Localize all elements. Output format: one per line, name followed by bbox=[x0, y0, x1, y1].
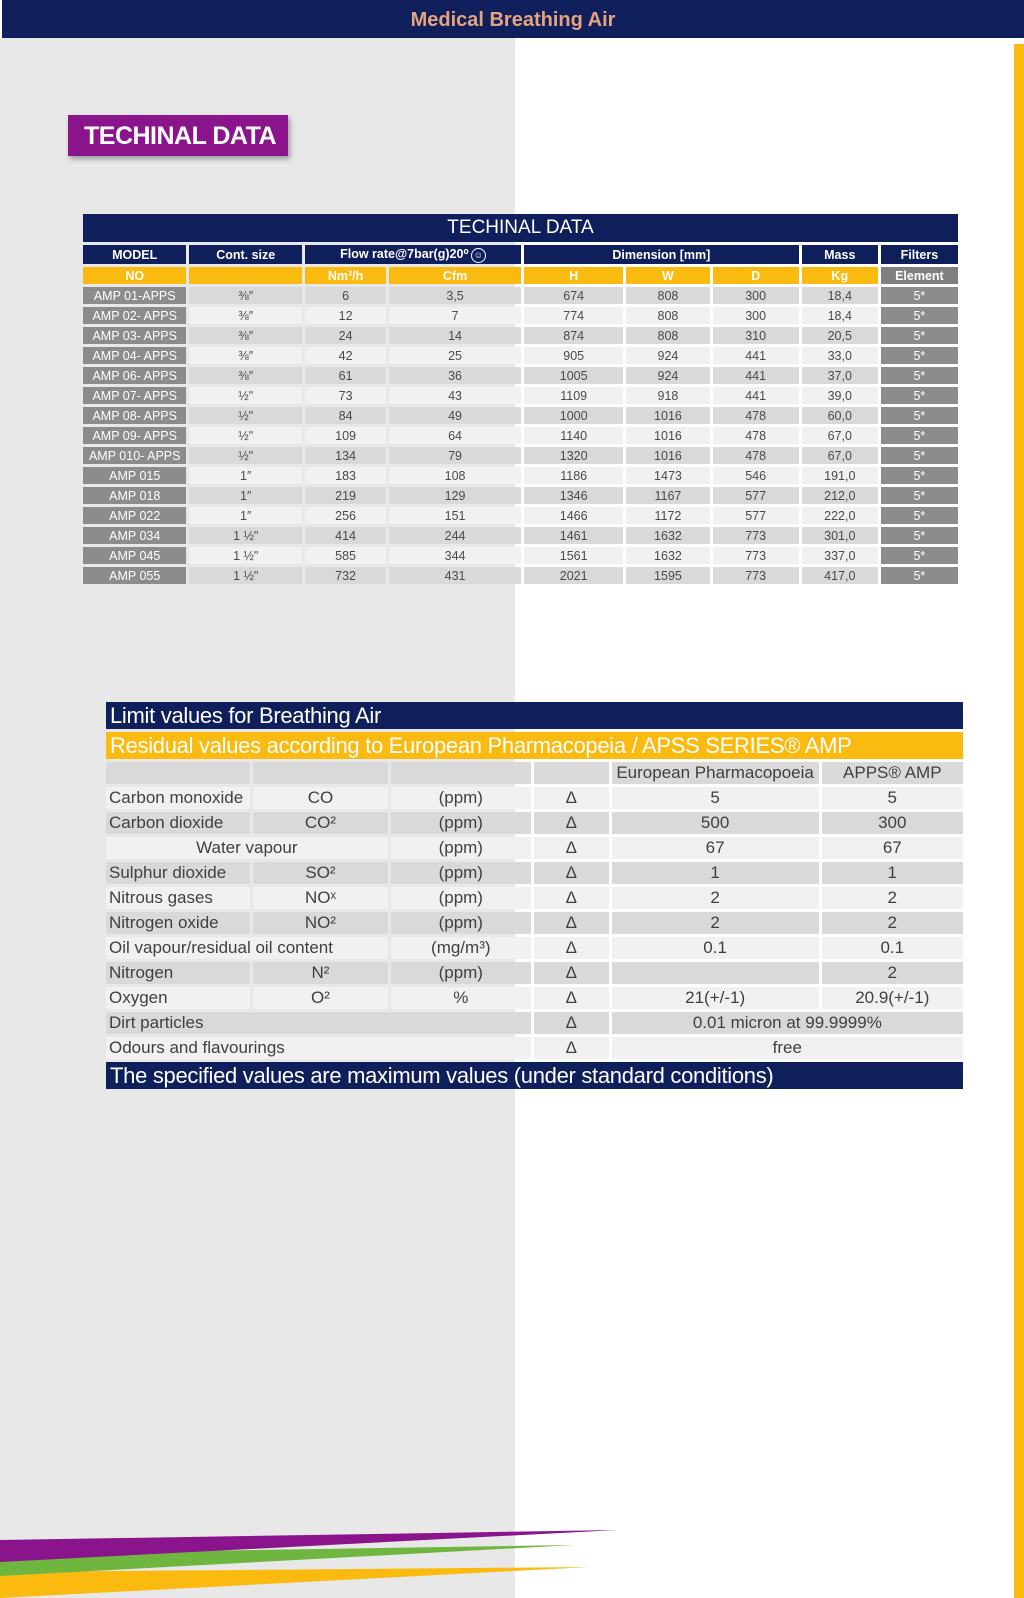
cell-dim-h: 1000 bbox=[524, 407, 623, 424]
cell-flow-nm3h: 61 bbox=[305, 367, 386, 384]
cell-delta: Δ bbox=[534, 987, 609, 1009]
cell-dim-d: 300 bbox=[713, 287, 799, 304]
cell-dim-w: 1172 bbox=[626, 507, 709, 524]
cell-mass-kg: 20,5 bbox=[802, 327, 878, 344]
cell-flow-cfm: 79 bbox=[389, 447, 521, 464]
limit-row bbox=[106, 862, 963, 884]
limit-row bbox=[106, 887, 963, 909]
cell-formula: CO bbox=[253, 787, 387, 809]
cell-parameter: Nitrogen oxide bbox=[106, 912, 250, 934]
limit-row bbox=[106, 1012, 963, 1034]
header-empty bbox=[391, 762, 531, 784]
table-row bbox=[83, 527, 958, 544]
cell-dim-h: 1320 bbox=[524, 447, 623, 464]
cell-delta: Δ bbox=[534, 862, 609, 884]
cell-flow-cfm: 25 bbox=[389, 347, 521, 364]
cell-flow-cfm: 14 bbox=[389, 327, 521, 344]
cell-dim-w: 808 bbox=[626, 327, 709, 344]
cell-ep-value bbox=[612, 962, 819, 984]
cell-model: AMP 06- APPS bbox=[83, 367, 186, 384]
cell-dim-d: 300 bbox=[713, 307, 799, 324]
cell-dim-h: 2021 bbox=[524, 567, 623, 584]
cell-mass-kg: 18,4 bbox=[802, 307, 878, 324]
col-mass: Mass bbox=[802, 245, 878, 264]
cell-dim-w: 1167 bbox=[626, 487, 709, 504]
table-row bbox=[83, 387, 958, 404]
cell-dim-h: 1005 bbox=[524, 367, 623, 384]
cell-formula: O² bbox=[253, 987, 387, 1009]
cell-mass-kg: 67,0 bbox=[802, 427, 878, 444]
cell-filter-element: 5* bbox=[881, 367, 958, 384]
cell-mass-kg: 33,0 bbox=[802, 347, 878, 364]
cell-formula: SO² bbox=[253, 862, 387, 884]
cell-delta: Δ bbox=[534, 937, 609, 959]
cell-dim-d: 478 bbox=[713, 427, 799, 444]
cell-parameter: Water vapour bbox=[106, 837, 388, 859]
cell-ep-value: 2 bbox=[612, 912, 819, 934]
table-row bbox=[83, 307, 958, 324]
subcol-w: W bbox=[626, 267, 709, 284]
table-row bbox=[83, 427, 958, 444]
cell-unit: (ppm) bbox=[391, 787, 531, 809]
subcol-no: NO bbox=[83, 267, 186, 284]
cell-cont-size: ⅜″ bbox=[189, 307, 302, 324]
cell-apps-value: 67 bbox=[822, 837, 963, 859]
cell-formula: CO² bbox=[253, 812, 387, 834]
cell-flow-nm3h: 183 bbox=[305, 467, 386, 484]
cell-dim-w: 924 bbox=[626, 367, 709, 384]
cell-dim-h: 674 bbox=[524, 287, 623, 304]
cell-flow-nm3h: 134 bbox=[305, 447, 386, 464]
cell-filter-element: 5* bbox=[881, 487, 958, 504]
cell-parameter: Oil vapour/residual oil content bbox=[106, 937, 388, 959]
cell-flow-cfm: 49 bbox=[389, 407, 521, 424]
limit-table-footer: The specified values are maximum values (under standard conditions) bbox=[106, 1062, 963, 1089]
cell-apps-value: 300 bbox=[822, 812, 963, 834]
cell-apps-value: 0.1 bbox=[822, 937, 963, 959]
cell-cont-size: 1″ bbox=[189, 467, 302, 484]
cell-parameter: Nitrous gases bbox=[106, 887, 250, 909]
cell-dim-d: 546 bbox=[713, 467, 799, 484]
cell-dim-h: 1561 bbox=[524, 547, 623, 564]
cell-unit: (ppm) bbox=[391, 812, 531, 834]
cell-unit: (ppm) bbox=[391, 862, 531, 884]
cell-model: AMP 010- APPS bbox=[83, 447, 186, 464]
cell-filter-element: 5* bbox=[881, 307, 958, 324]
cell-cont-size: ⅜″ bbox=[189, 367, 302, 384]
cell-apps-value: 2 bbox=[822, 962, 963, 984]
table-row bbox=[83, 467, 958, 484]
cell-ep-value: 1 bbox=[612, 862, 819, 884]
cell-filter-element: 5* bbox=[881, 467, 958, 484]
cell-flow-nm3h: 585 bbox=[305, 547, 386, 564]
cell-dim-w: 1595 bbox=[626, 567, 709, 584]
table-row bbox=[83, 547, 958, 564]
cell-model: AMP 09- APPS bbox=[83, 427, 186, 444]
cell-mass-kg: 417,0 bbox=[802, 567, 878, 584]
limit-row bbox=[106, 912, 963, 934]
cell-flow-cfm: 431 bbox=[389, 567, 521, 584]
cell-unit: % bbox=[391, 987, 531, 1009]
cell-cont-size: ⅜″ bbox=[189, 347, 302, 364]
technical-data-rows bbox=[83, 287, 958, 584]
cell-delta: Δ bbox=[534, 787, 609, 809]
cell-flow-cfm: 36 bbox=[389, 367, 521, 384]
cell-filter-element: 5* bbox=[881, 447, 958, 464]
limit-row bbox=[106, 1037, 963, 1059]
cell-filter-element: 5* bbox=[881, 507, 958, 524]
cell-parameter: Oxygen bbox=[106, 987, 250, 1009]
cell-flow-nm3h: 12 bbox=[305, 307, 386, 324]
cell-apps-value: 20.9(+/-1) bbox=[822, 987, 963, 1009]
cell-dim-h: 1109 bbox=[524, 387, 623, 404]
cell-unit: (ppm) bbox=[391, 837, 531, 859]
cell-mass-kg: 212,0 bbox=[802, 487, 878, 504]
cell-cont-size: 1″ bbox=[189, 487, 302, 504]
cell-unit: (mg/m³) bbox=[391, 937, 531, 959]
cell-delta: Δ bbox=[534, 887, 609, 909]
cell-dim-h: 1186 bbox=[524, 467, 623, 484]
cell-flow-cfm: 64 bbox=[389, 427, 521, 444]
cell-model: AMP 04- APPS bbox=[83, 347, 186, 364]
cell-model: AMP 01-APPS bbox=[83, 287, 186, 304]
limit-table-title: Limit values for Breathing Air bbox=[106, 702, 963, 729]
table-row bbox=[83, 367, 958, 384]
cell-dim-h: 1461 bbox=[524, 527, 623, 544]
cell-dim-h: 1466 bbox=[524, 507, 623, 524]
table-row bbox=[83, 567, 958, 584]
cell-flow-cfm: 7 bbox=[389, 307, 521, 324]
table-row bbox=[83, 347, 958, 364]
cell-filter-element: 5* bbox=[881, 287, 958, 304]
cell-model: AMP 034 bbox=[83, 527, 186, 544]
cell-parameter: Carbon monoxide bbox=[106, 787, 250, 809]
technical-data-table bbox=[80, 211, 961, 587]
cell-dim-d: 773 bbox=[713, 547, 799, 564]
subcol-nm3h: Nm³/h bbox=[305, 267, 386, 284]
subcol-d: D bbox=[713, 267, 799, 284]
cell-dim-w: 918 bbox=[626, 387, 709, 404]
page-header bbox=[2, 0, 1024, 38]
limit-table-subtitle: Residual values according to European Pharmacopeia / APSS SERIES® AMP bbox=[106, 732, 963, 759]
cell-delta: Δ bbox=[534, 837, 609, 859]
table-row bbox=[83, 287, 958, 304]
cell-cont-size: 1 ½" bbox=[189, 527, 302, 544]
cell-filter-element: 5* bbox=[881, 427, 958, 444]
cell-cont-size: 1 ½" bbox=[189, 547, 302, 564]
cell-parameter: Sulphur dioxide bbox=[106, 862, 250, 884]
cell-dim-d: 478 bbox=[713, 447, 799, 464]
cell-cont-size: ½" bbox=[189, 407, 302, 424]
cell-dim-d: 441 bbox=[713, 387, 799, 404]
decorative-swoosh bbox=[0, 1518, 640, 1598]
cell-cont-size: ½" bbox=[189, 427, 302, 444]
cell-dim-d: 773 bbox=[713, 527, 799, 544]
cell-apps-value: 2 bbox=[822, 912, 963, 934]
table-row bbox=[83, 407, 958, 424]
cell-filter-element: 5* bbox=[881, 347, 958, 364]
cell-mass-kg: 37,0 bbox=[802, 367, 878, 384]
cell-model: AMP 055 bbox=[83, 567, 186, 584]
col-filters: Filters bbox=[881, 245, 958, 264]
cell-delta: Δ bbox=[534, 812, 609, 834]
cell-model: AMP 02- APPS bbox=[83, 307, 186, 324]
cell-dim-w: 1473 bbox=[626, 467, 709, 484]
cell-cont-size: ½" bbox=[189, 387, 302, 404]
cell-flow-nm3h: 219 bbox=[305, 487, 386, 504]
cell-dim-h: 1346 bbox=[524, 487, 623, 504]
header-empty bbox=[106, 762, 250, 784]
cell-ep-value: 67 bbox=[612, 837, 819, 859]
col-european-pharmacopoeia: European Pharmacopoeia bbox=[612, 762, 819, 784]
cell-mass-kg: 18,4 bbox=[802, 287, 878, 304]
cell-merged-value: 0.01 micron at 99.9999% bbox=[612, 1012, 963, 1034]
cell-filter-element: 5* bbox=[881, 527, 958, 544]
cell-dim-d: 441 bbox=[713, 367, 799, 384]
table-caption: TECHINAL DATA bbox=[83, 214, 958, 242]
cell-dim-d: 478 bbox=[713, 407, 799, 424]
cell-dim-d: 577 bbox=[713, 487, 799, 504]
cell-dim-w: 1632 bbox=[626, 547, 709, 564]
cell-flow-nm3h: 24 bbox=[305, 327, 386, 344]
cell-ep-value: 2 bbox=[612, 887, 819, 909]
table-row bbox=[83, 507, 958, 524]
cell-model: AMP 08- APPS bbox=[83, 407, 186, 424]
limit-row bbox=[106, 987, 963, 1009]
cell-model: AMP 018 bbox=[83, 487, 186, 504]
cell-flow-nm3h: 73 bbox=[305, 387, 386, 404]
cell-mass-kg: 60,0 bbox=[802, 407, 878, 424]
cell-flow-cfm: 3,5 bbox=[389, 287, 521, 304]
cell-delta: Δ bbox=[534, 1037, 609, 1059]
cell-dim-h: 1140 bbox=[524, 427, 623, 444]
header-empty bbox=[253, 762, 387, 784]
smiley-icon: ☺ bbox=[471, 248, 486, 263]
cell-ep-value: 21(+/-1) bbox=[612, 987, 819, 1009]
cell-dim-d: 310 bbox=[713, 327, 799, 344]
cell-formula: N² bbox=[253, 962, 387, 984]
cell-filter-element: 5* bbox=[881, 387, 958, 404]
cell-cont-size: ⅜″ bbox=[189, 327, 302, 344]
cell-parameter: Odours and flavourings bbox=[106, 1037, 531, 1059]
cell-mass-kg: 67,0 bbox=[802, 447, 878, 464]
cell-mass-kg: 222,0 bbox=[802, 507, 878, 524]
cell-dim-d: 441 bbox=[713, 347, 799, 364]
limit-row bbox=[106, 837, 963, 859]
cell-dim-w: 808 bbox=[626, 287, 709, 304]
subcol-kg: Kg bbox=[802, 267, 878, 284]
cell-mass-kg: 39,0 bbox=[802, 387, 878, 404]
limit-values-table bbox=[103, 699, 966, 1092]
cell-flow-nm3h: 109 bbox=[305, 427, 386, 444]
subcol-cfm: Cfm bbox=[389, 267, 521, 284]
table-row bbox=[83, 487, 958, 504]
cell-filter-element: 5* bbox=[881, 327, 958, 344]
cell-cont-size: ½" bbox=[189, 447, 302, 464]
limit-row bbox=[106, 787, 963, 809]
cell-mass-kg: 191,0 bbox=[802, 467, 878, 484]
cell-flow-cfm: 43 bbox=[389, 387, 521, 404]
cell-filter-element: 5* bbox=[881, 547, 958, 564]
cell-delta: Δ bbox=[534, 912, 609, 934]
cell-dim-w: 1016 bbox=[626, 447, 709, 464]
subcol-h: H bbox=[524, 267, 623, 284]
cell-model: AMP 045 bbox=[83, 547, 186, 564]
cell-apps-value: 5 bbox=[822, 787, 963, 809]
limit-row bbox=[106, 937, 963, 959]
col-cont-size: Cont. size bbox=[189, 245, 302, 264]
cell-merged-value: free bbox=[612, 1037, 963, 1059]
cell-apps-value: 1 bbox=[822, 862, 963, 884]
cell-cont-size: ⅜″ bbox=[189, 287, 302, 304]
cell-dim-w: 808 bbox=[626, 307, 709, 324]
cell-formula: NOˣ bbox=[253, 887, 387, 909]
cell-dim-h: 874 bbox=[524, 327, 623, 344]
cell-unit: (ppm) bbox=[391, 912, 531, 934]
cell-flow-nm3h: 6 bbox=[305, 287, 386, 304]
table-row bbox=[83, 447, 958, 464]
cell-ep-value: 0.1 bbox=[612, 937, 819, 959]
cell-dim-h: 905 bbox=[524, 347, 623, 364]
cell-dim-w: 1016 bbox=[626, 407, 709, 424]
cell-model: AMP 015 bbox=[83, 467, 186, 484]
cell-flow-cfm: 344 bbox=[389, 547, 521, 564]
limit-values-rows bbox=[106, 762, 963, 1059]
cell-model: AMP 07- APPS bbox=[83, 387, 186, 404]
cell-unit: (ppm) bbox=[391, 887, 531, 909]
cell-ep-value: 5 bbox=[612, 787, 819, 809]
cell-delta: Δ bbox=[534, 1012, 609, 1034]
cell-flow-nm3h: 256 bbox=[305, 507, 386, 524]
cell-flow-nm3h: 84 bbox=[305, 407, 386, 424]
cell-flow-nm3h: 732 bbox=[305, 567, 386, 584]
subcol-empty bbox=[189, 267, 302, 284]
cell-dim-w: 924 bbox=[626, 347, 709, 364]
right-accent-bar bbox=[1014, 44, 1024, 1598]
cell-dim-d: 773 bbox=[713, 567, 799, 584]
cell-cont-size: 1 ½" bbox=[189, 567, 302, 584]
cell-delta: Δ bbox=[534, 962, 609, 984]
cell-formula: NO² bbox=[253, 912, 387, 934]
cell-model: AMP 03- APPS bbox=[83, 327, 186, 344]
section-title: TECHINAL DATA bbox=[68, 115, 288, 156]
col-dimension: Dimension [mm] bbox=[524, 245, 799, 264]
cell-dim-h: 774 bbox=[524, 307, 623, 324]
cell-filter-element: 5* bbox=[881, 567, 958, 584]
cell-parameter: Carbon dioxide bbox=[106, 812, 250, 834]
cell-flow-cfm: 244 bbox=[389, 527, 521, 544]
limit-row bbox=[106, 962, 963, 984]
cell-flow-cfm: 129 bbox=[389, 487, 521, 504]
cell-flow-cfm: 108 bbox=[389, 467, 521, 484]
cell-dim-d: 577 bbox=[713, 507, 799, 524]
limit-row bbox=[106, 812, 963, 834]
cell-apps-value: 2 bbox=[822, 887, 963, 909]
cell-ep-value: 500 bbox=[612, 812, 819, 834]
cell-mass-kg: 301,0 bbox=[802, 527, 878, 544]
cell-dim-w: 1016 bbox=[626, 427, 709, 444]
col-apps-amp: APPS® AMP bbox=[822, 762, 963, 784]
subcol-element: Element bbox=[881, 267, 958, 284]
cell-filter-element: 5* bbox=[881, 407, 958, 424]
cell-parameter: Dirt particles bbox=[106, 1012, 531, 1034]
header-empty bbox=[534, 762, 609, 784]
swoosh-gold-stripe bbox=[0, 1567, 590, 1598]
cell-unit: (ppm) bbox=[391, 962, 531, 984]
cell-cont-size: 1″ bbox=[189, 507, 302, 524]
cell-model: AMP 022 bbox=[83, 507, 186, 524]
table-row bbox=[83, 327, 958, 344]
header-title: Medical Breathing Air bbox=[410, 9, 616, 31]
cell-flow-nm3h: 414 bbox=[305, 527, 386, 544]
col-flow-rate: Flow rate@7bar(g)20⁰ ☺ bbox=[305, 245, 521, 264]
col-model: MODEL bbox=[83, 245, 186, 264]
cell-flow-nm3h: 42 bbox=[305, 347, 386, 364]
cell-dim-w: 1632 bbox=[626, 527, 709, 544]
cell-mass-kg: 337,0 bbox=[802, 547, 878, 564]
cell-flow-cfm: 151 bbox=[389, 507, 521, 524]
cell-parameter: Nitrogen bbox=[106, 962, 250, 984]
